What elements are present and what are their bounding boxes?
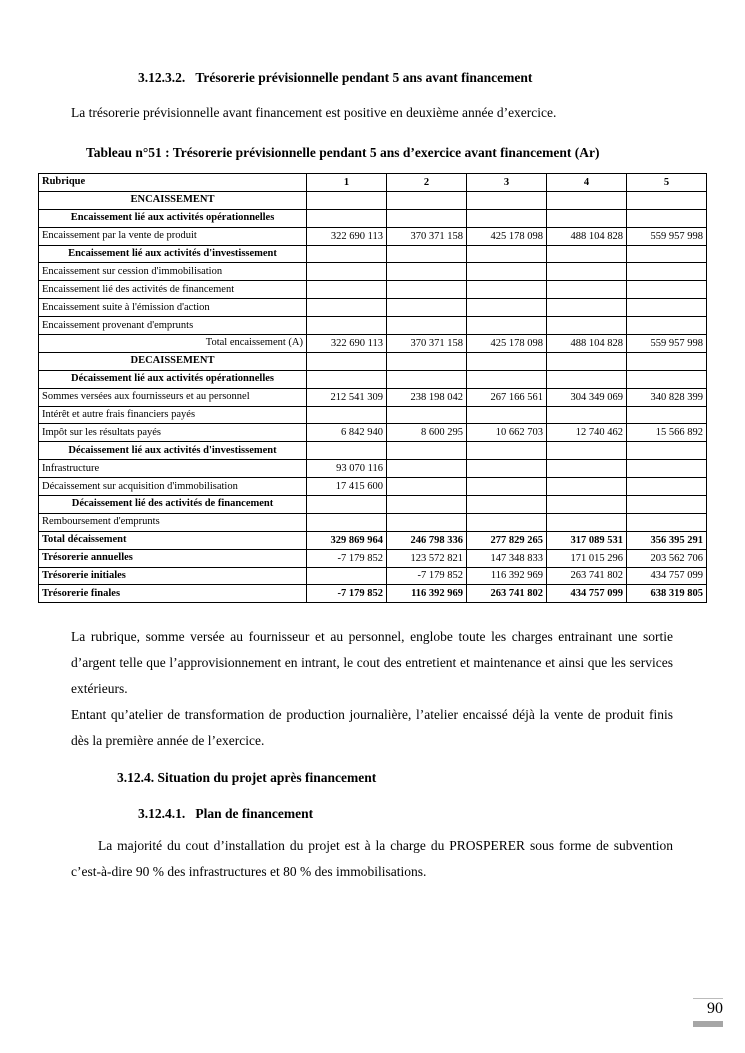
- value-cell: [467, 406, 547, 424]
- value-cell: [467, 442, 547, 460]
- value-cell: [547, 299, 627, 317]
- value-cell: [307, 406, 387, 424]
- value-cell: [387, 209, 467, 227]
- value-cell: [387, 281, 467, 299]
- page-number-bar: [693, 1021, 723, 1027]
- value-cell: 17 415 600: [307, 478, 387, 496]
- table-row: [39, 406, 707, 424]
- value-cell: 15 566 892: [627, 424, 707, 442]
- page-number: 90: [707, 1000, 723, 1017]
- value-cell: 434 757 099: [547, 585, 627, 603]
- value-cell: [467, 209, 547, 227]
- value-cell: [547, 191, 627, 209]
- table-row: [39, 442, 707, 460]
- header-cell: 1: [307, 174, 387, 192]
- value-cell: [387, 513, 467, 531]
- value-cell: [387, 496, 467, 514]
- row-label: Trésorerie annuelles: [39, 549, 307, 567]
- value-cell: 246 798 336: [387, 531, 467, 549]
- value-cell: 277 829 265: [467, 531, 547, 549]
- value-cell: [627, 245, 707, 263]
- value-cell: [307, 370, 387, 388]
- paragraph-financement: La majorité du cout d’installation du projet est à la charge du PROSPERER sous forme de subvention c’est-à-dire 90 % des infrastructures et 80 % des immobilisations.: [71, 838, 673, 879]
- section3-title: 3.12.4.1. Plan de financement: [138, 806, 314, 821]
- paragraph-charges: La rubrique, somme versée au fournisseur et au personnel, englobe toute les charges entrainant une sortie d’argent telle que l’approvisionnement en intrant, le cout des entretient et maintenance et ainsi que les services extérieurs.: [71, 629, 673, 696]
- value-cell: 370 371 158: [387, 335, 467, 353]
- value-cell: [627, 352, 707, 370]
- value-cell: [307, 567, 387, 585]
- value-cell: [547, 460, 627, 478]
- table-row: [39, 263, 707, 281]
- value-cell: [547, 442, 627, 460]
- header-cell: Rubrique: [39, 174, 307, 192]
- value-cell: [467, 352, 547, 370]
- value-cell: [387, 299, 467, 317]
- value-cell: [547, 513, 627, 531]
- value-cell: [307, 299, 387, 317]
- value-cell: [627, 191, 707, 209]
- value-cell: [627, 317, 707, 335]
- header-cell: 3: [467, 174, 547, 192]
- table-header-row: [39, 174, 707, 192]
- value-cell: [627, 478, 707, 496]
- value-cell: [547, 209, 627, 227]
- value-cell: [467, 317, 547, 335]
- value-cell: [467, 281, 547, 299]
- row-label: Trésorerie finales: [39, 585, 307, 603]
- value-cell: 370 371 158: [387, 227, 467, 245]
- value-cell: -7 179 852: [387, 567, 467, 585]
- table-row: [39, 460, 707, 478]
- value-cell: 322 690 113: [307, 227, 387, 245]
- value-cell: 116 392 969: [467, 567, 547, 585]
- value-cell: 10 662 703: [467, 424, 547, 442]
- value-cell: [307, 442, 387, 460]
- value-cell: 425 178 098: [467, 227, 547, 245]
- header-cell: 5: [627, 174, 707, 192]
- section2-title: 3.12.4. Situation du projet après financement: [117, 770, 377, 785]
- value-cell: 425 178 098: [467, 335, 547, 353]
- row-label: Remboursement d'emprunts: [39, 513, 307, 531]
- table-row: [39, 245, 707, 263]
- value-cell: [467, 460, 547, 478]
- table-caption: Tableau n°51 : Trésorerie prévisionnelle pendant 5 ans d’exercice avant financement (Ar): [86, 145, 600, 160]
- value-cell: 434 757 099: [627, 567, 707, 585]
- value-cell: [387, 406, 467, 424]
- value-cell: 212 541 309: [307, 388, 387, 406]
- intro-text: La trésorerie prévisionnelle avant financement est positive en deuxième année d’exercice.: [71, 105, 557, 120]
- table-row: [39, 496, 707, 514]
- value-cell: 304 349 069: [547, 388, 627, 406]
- row-label: Décaissement lié des activités de financement: [39, 496, 307, 514]
- value-cell: [547, 478, 627, 496]
- table-row: [39, 513, 707, 531]
- row-label: Décaissement lié aux activités opérationnelles: [39, 370, 307, 388]
- table-row: [39, 388, 707, 406]
- value-cell: 322 690 113: [307, 335, 387, 353]
- table-row: [39, 567, 707, 585]
- value-cell: [547, 263, 627, 281]
- value-cell: [467, 513, 547, 531]
- value-cell: [307, 496, 387, 514]
- row-label: Trésorerie initiales: [39, 567, 307, 585]
- header-cell: 2: [387, 174, 467, 192]
- value-cell: [627, 513, 707, 531]
- value-cell: [307, 263, 387, 281]
- row-label: Sommes versées aux fournisseurs et au personnel: [39, 388, 307, 406]
- value-cell: 203 562 706: [627, 549, 707, 567]
- paragraph-atelier: Entant qu’atelier de transformation de production journalière, l’atelier encaissé déjà la vente de produit finis dès la première année de l’exercice.: [71, 707, 673, 748]
- table-row: [39, 531, 707, 549]
- value-cell: [467, 263, 547, 281]
- row-label: Décaissement sur acquisition d'immobilisation: [39, 478, 307, 496]
- row-label: Total encaissement (A): [39, 335, 307, 353]
- value-cell: [387, 370, 467, 388]
- header-cell: 4: [547, 174, 627, 192]
- value-cell: 340 828 399: [627, 388, 707, 406]
- value-cell: [467, 299, 547, 317]
- value-cell: [307, 513, 387, 531]
- value-cell: [627, 460, 707, 478]
- value-cell: [387, 478, 467, 496]
- table-row: [39, 370, 707, 388]
- value-cell: [467, 496, 547, 514]
- table-row: [39, 191, 707, 209]
- table-row: [39, 299, 707, 317]
- value-cell: [547, 496, 627, 514]
- value-cell: [547, 317, 627, 335]
- row-label: Encaissement par la vente de produit: [39, 227, 307, 245]
- value-cell: 329 869 964: [307, 531, 387, 549]
- row-label: Impôt sur les résultats payés: [39, 424, 307, 442]
- value-cell: [627, 281, 707, 299]
- value-cell: [547, 281, 627, 299]
- value-cell: 147 348 833: [467, 549, 547, 567]
- table-row: [39, 478, 707, 496]
- row-label: ENCAISSEMENT: [39, 191, 307, 209]
- value-cell: [627, 406, 707, 424]
- value-cell: [627, 442, 707, 460]
- value-cell: 171 015 296: [547, 549, 627, 567]
- row-label: Décaissement lié aux activités d'investissement: [39, 442, 307, 460]
- value-cell: [627, 209, 707, 227]
- value-cell: [307, 317, 387, 335]
- row-label: Encaissement suite à l'émission d'action: [39, 299, 307, 317]
- table-row: [39, 209, 707, 227]
- value-cell: [307, 191, 387, 209]
- value-cell: 317 089 531: [547, 531, 627, 549]
- table-row: [39, 352, 707, 370]
- value-cell: [387, 460, 467, 478]
- value-cell: [627, 370, 707, 388]
- table-row: [39, 227, 707, 245]
- value-cell: [387, 191, 467, 209]
- value-cell: [307, 281, 387, 299]
- value-cell: [387, 442, 467, 460]
- section-title: 3.12.3.2. Trésorerie prévisionnelle pendant 5 ans avant financement: [138, 70, 533, 85]
- row-label: Encaissement sur cession d'immobilisation: [39, 263, 307, 281]
- value-cell: [547, 406, 627, 424]
- table-row: [39, 549, 707, 567]
- value-cell: [627, 496, 707, 514]
- table-row: [39, 335, 707, 353]
- value-cell: 263 741 802: [547, 567, 627, 585]
- table-row: [39, 424, 707, 442]
- value-cell: -7 179 852: [307, 549, 387, 567]
- value-cell: 6 842 940: [307, 424, 387, 442]
- value-cell: [387, 245, 467, 263]
- value-cell: [387, 317, 467, 335]
- value-cell: 638 319 805: [627, 585, 707, 603]
- value-cell: [627, 299, 707, 317]
- value-cell: -7 179 852: [307, 585, 387, 603]
- value-cell: [467, 245, 547, 263]
- value-cell: 8 600 295: [387, 424, 467, 442]
- value-cell: [627, 263, 707, 281]
- value-cell: [467, 191, 547, 209]
- value-cell: 559 957 998: [627, 227, 707, 245]
- value-cell: 356 395 291: [627, 531, 707, 549]
- value-cell: 116 392 969: [387, 585, 467, 603]
- value-cell: 488 104 828: [547, 227, 627, 245]
- row-label: Infrastructure: [39, 460, 307, 478]
- value-cell: 123 572 821: [387, 549, 467, 567]
- value-cell: [547, 352, 627, 370]
- value-cell: [547, 245, 627, 263]
- value-cell: 488 104 828: [547, 335, 627, 353]
- row-label: Encaissement lié des activités de financement: [39, 281, 307, 299]
- row-label: Encaissement lié aux activités d'investissement: [39, 245, 307, 263]
- value-cell: 12 740 462: [547, 424, 627, 442]
- value-cell: [307, 209, 387, 227]
- value-cell: [307, 245, 387, 263]
- row-label: Total décaissement: [39, 531, 307, 549]
- value-cell: 238 198 042: [387, 388, 467, 406]
- value-cell: 267 166 561: [467, 388, 547, 406]
- value-cell: [467, 478, 547, 496]
- row-label: DECAISSEMENT: [39, 352, 307, 370]
- table-row: [39, 281, 707, 299]
- value-cell: 263 741 802: [467, 585, 547, 603]
- value-cell: [387, 263, 467, 281]
- value-cell: 559 957 998: [627, 335, 707, 353]
- value-cell: [547, 370, 627, 388]
- table-row: [39, 585, 707, 603]
- row-label: Encaissement lié aux activités opérationnelles: [39, 209, 307, 227]
- value-cell: [307, 352, 387, 370]
- value-cell: [387, 352, 467, 370]
- row-label: Intérêt et autre frais financiers payés: [39, 406, 307, 424]
- treasury-table: [38, 173, 707, 603]
- value-cell: 93 070 116: [307, 460, 387, 478]
- table-row: [39, 317, 707, 335]
- row-label: Encaissement provenant d'emprunts: [39, 317, 307, 335]
- value-cell: [467, 370, 547, 388]
